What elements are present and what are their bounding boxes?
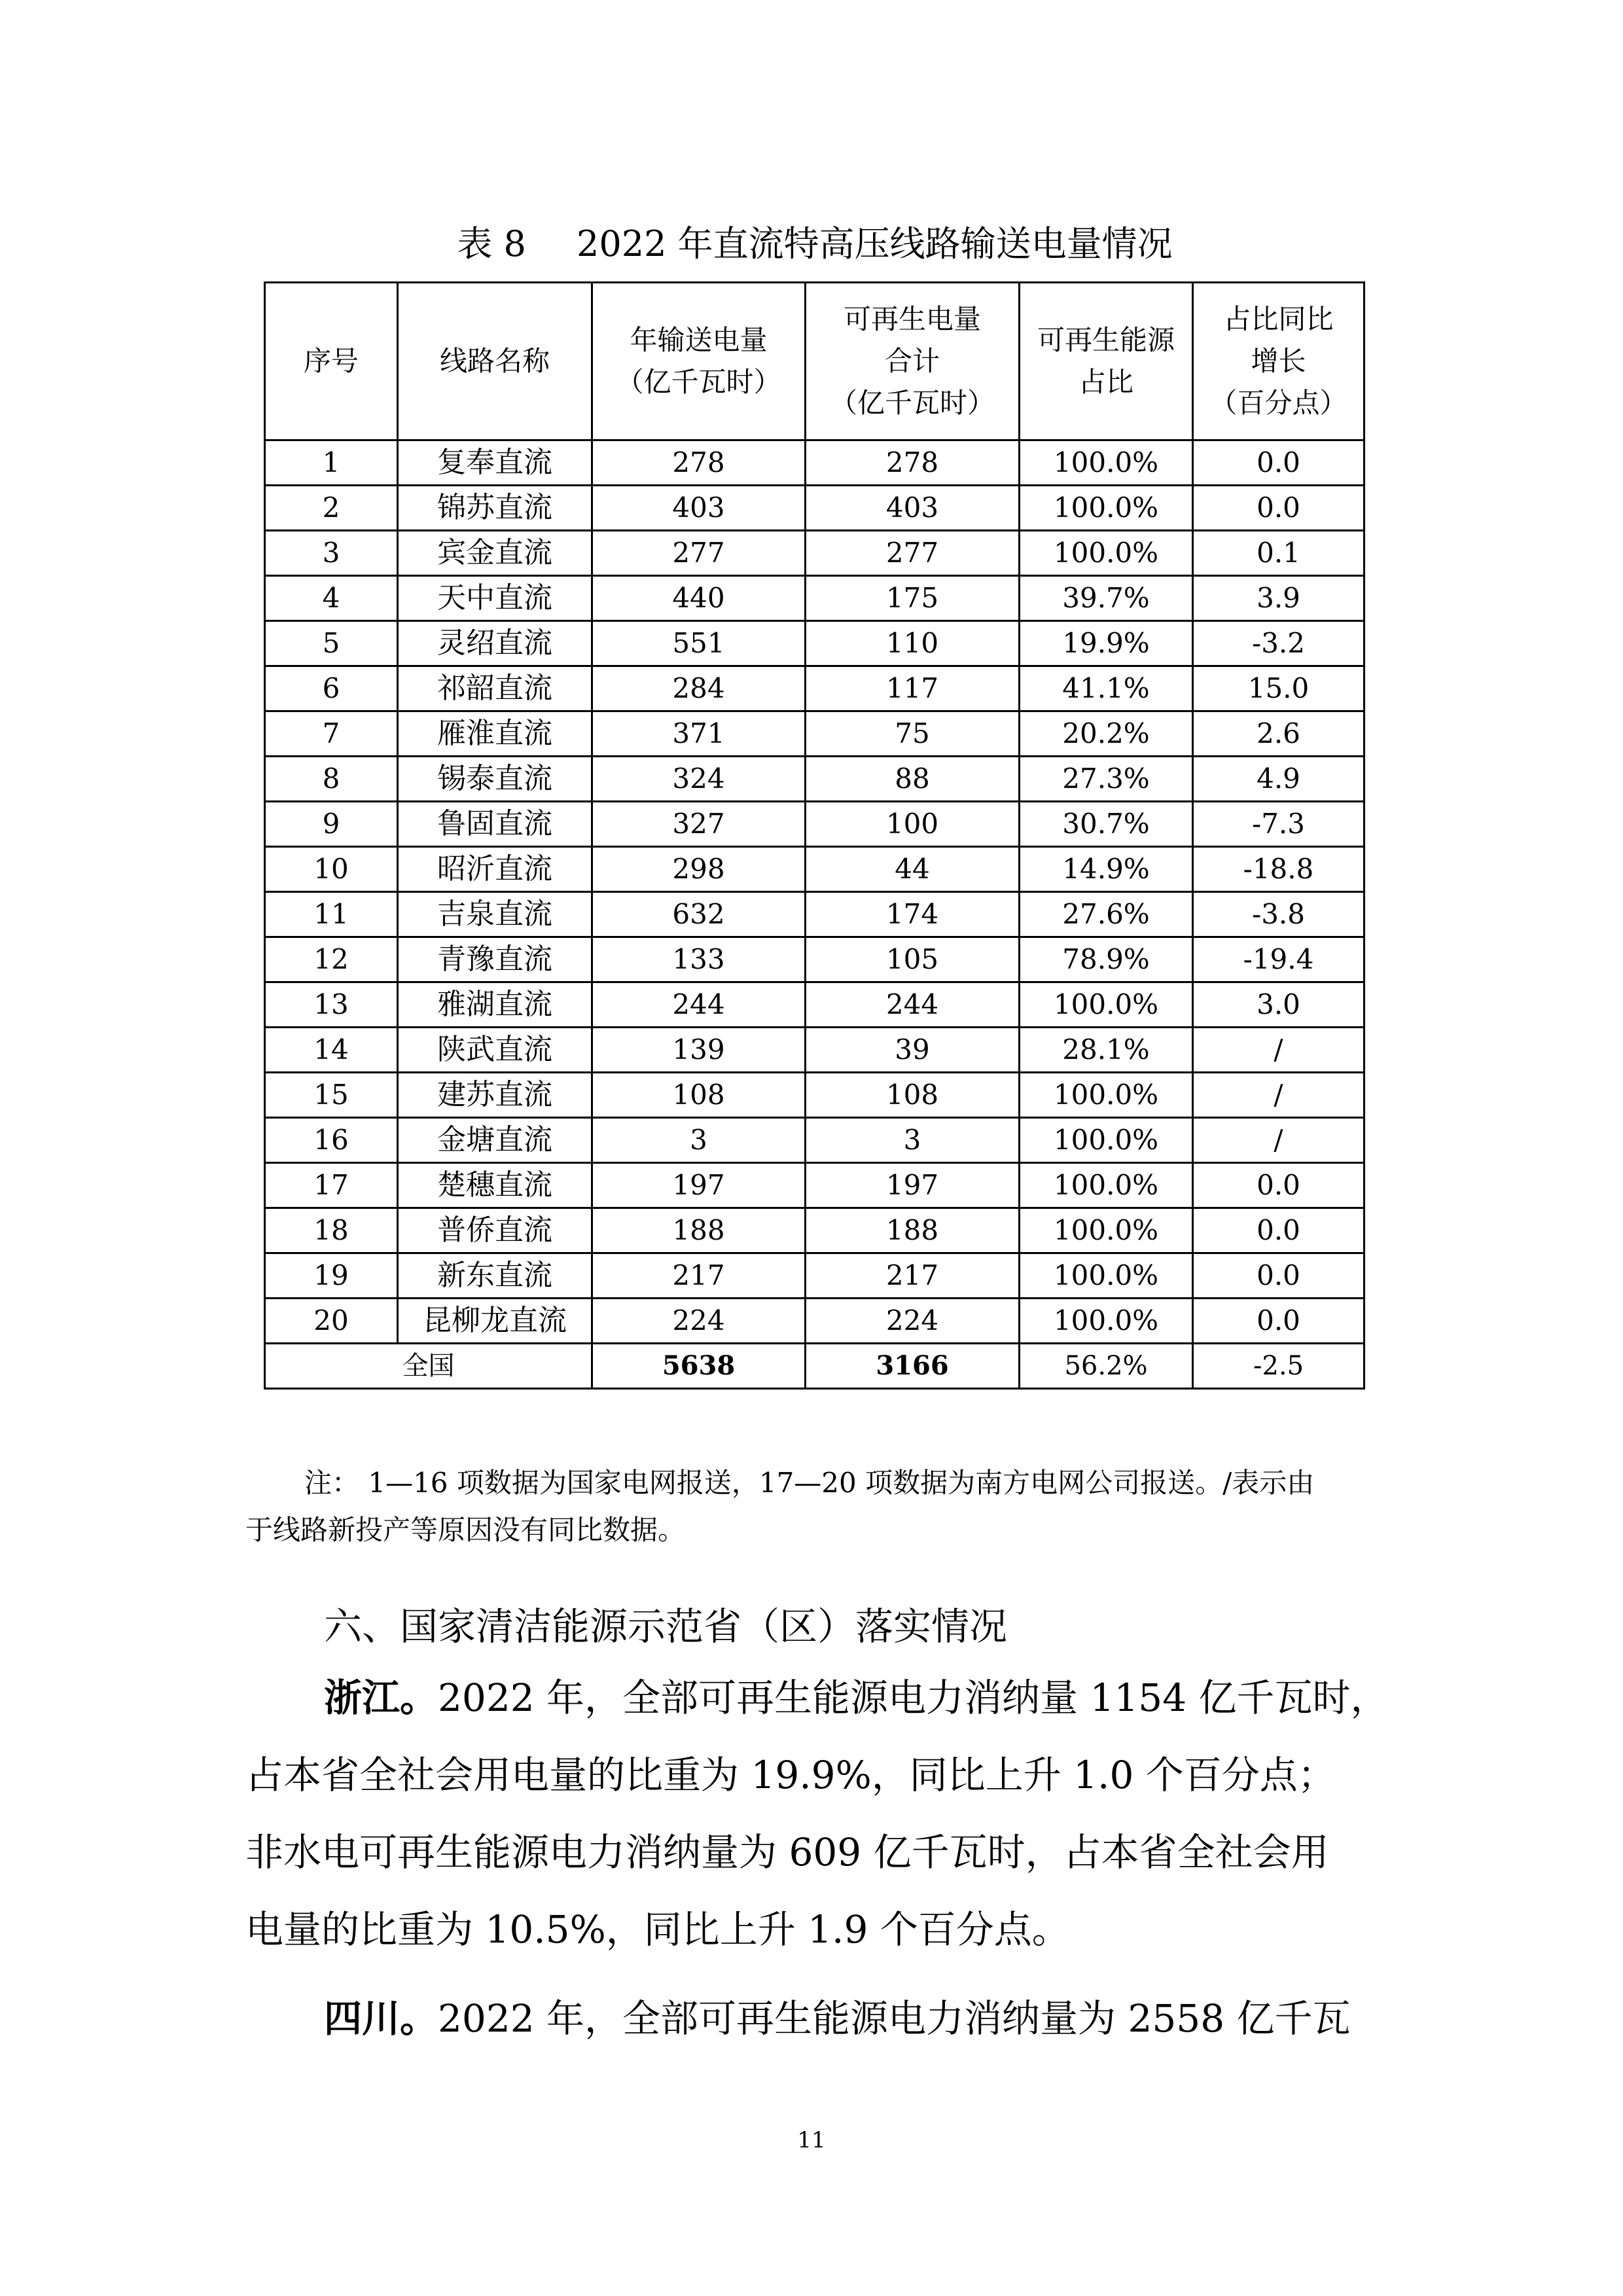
cell-index: 16: [265, 1118, 398, 1163]
cell-index: 13: [265, 982, 398, 1028]
cell-renewable: 44: [806, 847, 1020, 892]
header-annual-transmission: 年输送电量 （亿千瓦时）: [592, 283, 806, 440]
cell-index: 18: [265, 1208, 398, 1253]
cell-share: 100.0%: [1020, 486, 1193, 531]
table-row: [265, 847, 1364, 892]
cell-renewable: 39: [806, 1028, 1020, 1073]
cell-change: -7.3: [1193, 802, 1364, 847]
cell-index: 11: [265, 892, 398, 937]
cell-transmitted: 278: [592, 440, 806, 486]
table-row: [265, 1163, 1364, 1208]
cell-renewable: 88: [806, 757, 1020, 802]
cell-change: 0.0: [1193, 486, 1364, 531]
table-row: [265, 621, 1364, 666]
table-row: [265, 440, 1364, 486]
cell-line-name: 建苏直流: [398, 1073, 592, 1118]
total-renewable: 3166: [806, 1344, 1020, 1389]
table-total-row: [265, 1344, 1364, 1389]
cell-index: 20: [265, 1299, 398, 1344]
table-row: [265, 576, 1364, 621]
cell-share: 28.1%: [1020, 1028, 1193, 1073]
header-index: 序号: [265, 283, 398, 440]
cell-line-name: 金塘直流: [398, 1118, 592, 1163]
cell-transmitted: 217: [592, 1253, 806, 1299]
cell-change: 0.0: [1193, 1208, 1364, 1253]
cell-transmitted: 244: [592, 982, 806, 1028]
cell-line-name: 昭沂直流: [398, 847, 592, 892]
cell-renewable: 188: [806, 1208, 1020, 1253]
cell-line-name: 灵绍直流: [398, 621, 592, 666]
cell-share: 100.0%: [1020, 1163, 1193, 1208]
paragraph-sichuan: [245, 1980, 1384, 2057]
cell-change: 2.6: [1193, 711, 1364, 757]
cell-change: 0.0: [1193, 440, 1364, 486]
cell-share: 30.7%: [1020, 802, 1193, 847]
cell-transmitted: 440: [592, 576, 806, 621]
cell-share: 41.1%: [1020, 666, 1193, 711]
cell-share: 100.0%: [1020, 1299, 1193, 1344]
table-row: [265, 1253, 1364, 1299]
sichuan-label: 四川。: [324, 1996, 438, 2041]
cell-share: 19.9%: [1020, 621, 1193, 666]
cell-index: 17: [265, 1163, 398, 1208]
zhejiang-label: 浙江。: [324, 1676, 438, 1720]
cell-change: 4.9: [1193, 757, 1364, 802]
cell-index: 1: [265, 440, 398, 486]
cell-transmitted: 632: [592, 892, 806, 937]
cell-line-name: 锡泰直流: [398, 757, 592, 802]
header-renewable-total: 可再生电量 合计 （亿千瓦时）: [806, 283, 1020, 440]
cell-change: -18.8: [1193, 847, 1364, 892]
cell-renewable: 217: [806, 1253, 1020, 1299]
table-row: [265, 982, 1364, 1028]
table-row: [265, 711, 1364, 757]
cell-line-name: 吉泉直流: [398, 892, 592, 937]
uhv-transmission-table: [264, 281, 1365, 1390]
cell-renewable: 3: [806, 1118, 1020, 1163]
table-row: [265, 486, 1364, 531]
cell-line-name: 雅湖直流: [398, 982, 592, 1028]
cell-transmitted: 224: [592, 1299, 806, 1344]
cell-change: 0.1: [1193, 531, 1364, 576]
cell-index: 2: [265, 486, 398, 531]
cell-renewable: 224: [806, 1299, 1020, 1344]
cell-change: -3.8: [1193, 892, 1364, 937]
sichuan-line-1: 2022 年，全部可再生能源电力消纳量为 2558 亿千瓦: [438, 1996, 1351, 2041]
table-caption-label: 表 8: [457, 223, 526, 264]
cell-line-name: 新东直流: [398, 1253, 592, 1299]
table-row: [265, 531, 1364, 576]
cell-renewable: 117: [806, 666, 1020, 711]
cell-index: 4: [265, 576, 398, 621]
cell-change: /: [1193, 1118, 1364, 1163]
header-line-name: 线路名称: [398, 283, 592, 440]
cell-index: 9: [265, 802, 398, 847]
section-heading: 六、国家清洁能源示范省（区）落实情况: [324, 1604, 1008, 1649]
cell-share: 100.0%: [1020, 1118, 1193, 1163]
cell-index: 7: [265, 711, 398, 757]
cell-share: 39.7%: [1020, 576, 1193, 621]
cell-transmitted: 403: [592, 486, 806, 531]
cell-transmitted: 284: [592, 666, 806, 711]
cell-renewable: 278: [806, 440, 1020, 486]
cell-transmitted: 139: [592, 1028, 806, 1073]
note-line-2: 于线路新投产等原因没有同比数据。: [245, 1514, 686, 1546]
cell-share: 14.9%: [1020, 847, 1193, 892]
cell-index: 6: [265, 666, 398, 711]
cell-index: 19: [265, 1253, 398, 1299]
cell-transmitted: 3: [592, 1118, 806, 1163]
zhejiang-line-3: 非水电可再生能源电力消纳量为 609 亿千瓦时，占本省全社会用: [245, 1830, 1329, 1874]
cell-line-name: 祁韶直流: [398, 666, 592, 711]
cell-share: 100.0%: [1020, 531, 1193, 576]
table-row: [265, 892, 1364, 937]
cell-change: 0.0: [1193, 1299, 1364, 1344]
table-row: [265, 757, 1364, 802]
cell-transmitted: 551: [592, 621, 806, 666]
cell-line-name: 宾金直流: [398, 531, 592, 576]
zhejiang-line-2: 占本省全社会用电量的比重为 19.9%，同比上升 1.0 个百分点；: [245, 1753, 1336, 1797]
table-row: [265, 1118, 1364, 1163]
total-transmitted: 5638: [592, 1344, 806, 1389]
note-line-1: 注： 1—16 项数据为国家电网报送，17—20 项数据为南方电网公司报送。/表示由: [304, 1467, 1315, 1499]
table-row: [265, 937, 1364, 982]
cell-renewable: 197: [806, 1163, 1020, 1208]
cell-change: -19.4: [1193, 937, 1364, 982]
cell-index: 15: [265, 1073, 398, 1118]
cell-change: 3.0: [1193, 982, 1364, 1028]
cell-share: 100.0%: [1020, 1073, 1193, 1118]
cell-share: 100.0%: [1020, 982, 1193, 1028]
table-row: [265, 1299, 1364, 1344]
cell-index: 3: [265, 531, 398, 576]
cell-line-name: 天中直流: [398, 576, 592, 621]
cell-transmitted: 327: [592, 802, 806, 847]
cell-renewable: 277: [806, 531, 1020, 576]
cell-transmitted: 133: [592, 937, 806, 982]
cell-change: 15.0: [1193, 666, 1364, 711]
table-row: [265, 1073, 1364, 1118]
cell-change: 3.9: [1193, 576, 1364, 621]
cell-index: 14: [265, 1028, 398, 1073]
cell-line-name: 陕武直流: [398, 1028, 592, 1073]
cell-renewable: 110: [806, 621, 1020, 666]
cell-renewable: 75: [806, 711, 1020, 757]
table-header-row: [265, 283, 1364, 440]
cell-line-name: 普侨直流: [398, 1208, 592, 1253]
zhejiang-line-4: 电量的比重为 10.5%，同比上升 1.9 个百分点。: [245, 1907, 1070, 1952]
cell-line-name: 昆柳龙直流: [398, 1299, 592, 1344]
cell-line-name: 锦苏直流: [398, 486, 592, 531]
zhejiang-line-1: 2022 年，全部可再生能源电力消纳量 1154 亿千瓦时，: [438, 1676, 1389, 1720]
cell-line-name: 复奉直流: [398, 440, 592, 486]
cell-change: -3.2: [1193, 621, 1364, 666]
cell-share: 100.0%: [1020, 1208, 1193, 1253]
cell-transmitted: 371: [592, 711, 806, 757]
cell-share: 20.2%: [1020, 711, 1193, 757]
cell-share: 27.3%: [1020, 757, 1193, 802]
page-number: 11: [797, 2127, 826, 2153]
cell-renewable: 108: [806, 1073, 1020, 1118]
cell-renewable: 175: [806, 576, 1020, 621]
table-row: [265, 1028, 1364, 1073]
cell-transmitted: 197: [592, 1163, 806, 1208]
cell-share: 100.0%: [1020, 1253, 1193, 1299]
header-renewable-share: 可再生能源 占比: [1020, 283, 1193, 440]
cell-renewable: 244: [806, 982, 1020, 1028]
cell-renewable: 100: [806, 802, 1020, 847]
cell-transmitted: 277: [592, 531, 806, 576]
cell-transmitted: 324: [592, 757, 806, 802]
cell-index: 10: [265, 847, 398, 892]
cell-index: 5: [265, 621, 398, 666]
cell-index: 12: [265, 937, 398, 982]
table-row: [265, 802, 1364, 847]
cell-line-name: 楚穗直流: [398, 1163, 592, 1208]
cell-share: 27.6%: [1020, 892, 1193, 937]
cell-change: /: [1193, 1028, 1364, 1073]
header-share-change: 占比同比 增长 （百分点）: [1193, 283, 1364, 440]
cell-index: 8: [265, 757, 398, 802]
cell-line-name: 雁淮直流: [398, 711, 592, 757]
cell-change: /: [1193, 1073, 1364, 1118]
cell-renewable: 403: [806, 486, 1020, 531]
table-caption: [0, 218, 1623, 270]
table-row: [265, 1208, 1364, 1253]
table-row: [265, 666, 1364, 711]
cell-transmitted: 298: [592, 847, 806, 892]
cell-line-name: 青豫直流: [398, 937, 592, 982]
cell-renewable: 105: [806, 937, 1020, 982]
table-note: [245, 1460, 1378, 1554]
total-label: 全国: [265, 1344, 592, 1389]
cell-change: 0.0: [1193, 1163, 1364, 1208]
cell-line-name: 鲁固直流: [398, 802, 592, 847]
total-share: 56.2%: [1020, 1344, 1193, 1389]
cell-share: 100.0%: [1020, 440, 1193, 486]
cell-renewable: 174: [806, 892, 1020, 937]
cell-change: 0.0: [1193, 1253, 1364, 1299]
table-caption-title: 2022 年直流特高压线路输送电量情况: [577, 223, 1173, 264]
cell-transmitted: 108: [592, 1073, 806, 1118]
paragraph-zhejiang: [245, 1659, 1389, 1968]
total-change: -2.5: [1193, 1344, 1364, 1389]
cell-share: 78.9%: [1020, 937, 1193, 982]
cell-transmitted: 188: [592, 1208, 806, 1253]
